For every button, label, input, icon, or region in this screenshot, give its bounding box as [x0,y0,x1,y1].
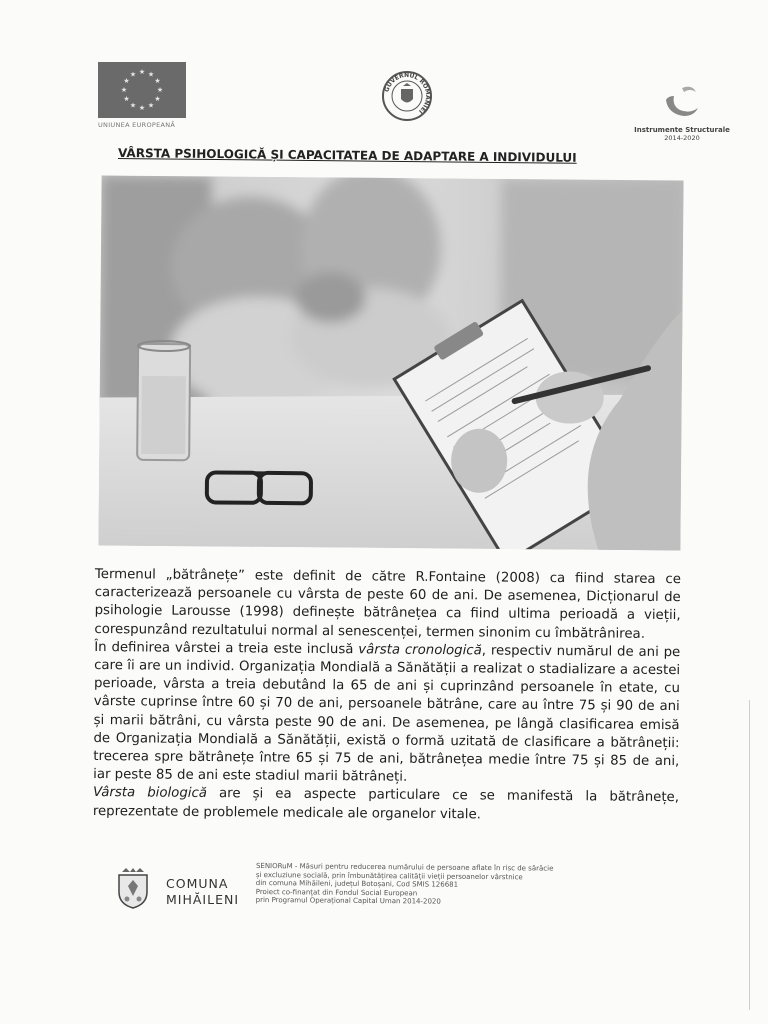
svg-text:★: ★ [138,104,146,112]
commune-line-2: MIHĂILENI [166,892,240,907]
paragraph-batranete: Termenul „bătrânețe” este definit de către R.Fontaine (2008) ca fiind starea ce caracterizează persoanele cu vârsta de peste 60 de ani. De asemenea, Dicționarul de psihologie Larousse (1998) definește bătrânețea ca fiind ultima perioadă a vieții, corespunzând rezultatului normal al senescenței, termen sinonim cu îmbătrânirea. [94,566,681,642]
eu-flag-icon [98,62,186,118]
svg-text:★: ★ [129,70,137,79]
svg-text:★: ★ [123,77,130,85]
svg-text:★: ★ [154,77,161,85]
p2-emphasis: vârsta cronologică [358,642,482,659]
p2-text-start: În definirea vârstei a treia este inclusă [94,639,359,658]
note-line: Proiect co-finanțat din Fondul Social European [255,887,418,898]
commune-crest-icon [116,866,150,910]
p3-emphasis: Vârsta biologică [92,785,208,802]
svg-text:★: ★ [147,101,155,110]
consultation-photo [98,175,683,550]
government-seal-icon [381,70,433,122]
note-line: SENIORuM - Măsuri pentru reducerea numărului de persoane aflate în risc de sărăcie [255,862,554,873]
svg-text:★: ★ [138,68,146,76]
svg-text:★: ★ [147,70,155,79]
svg-text:★: ★ [120,86,128,94]
page-edge-shadow [749,700,750,1010]
is-caption: Instrumente Structurale [634,126,730,134]
eu-caption: UNIUNEA EUROPEANĂ [98,121,176,129]
eu-logo [98,62,188,129]
note-line: și excluziune socială, prin îmbunătățirea calității vieții persoanelor vârstnice [255,870,523,881]
svg-text:★: ★ [129,101,137,110]
svg-text:★: ★ [156,86,164,94]
note-line: din comuna Mihăileni, județul Botoșani, Cod SMIS 126681 [255,879,459,889]
svg-text:★: ★ [123,95,130,103]
commune-line-1: COMUNA [166,876,229,891]
commune-name [166,876,239,908]
document-title: VÂRSTA PSIHOLOGICĂ ȘI CAPACITATEA DE ADAPTARE A INDIVIDULUI [117,146,577,165]
is-years: 2014-2020 [664,134,700,142]
paragraph-varsta-biologica [93,784,679,826]
seal-text: GUVERNUL ROMÂNIEI [383,71,432,115]
body-text [93,566,681,826]
p3-text: are și ea aspecte particulare ce se manifestă la bătrânețe, reprezentate de problemele medicale ale organelor vitale. [92,786,680,823]
svg-text:★: ★ [154,95,161,103]
instrumente-structurale-logo [632,78,732,142]
note-line: prin Programul Operațional Capital Uman 2014-2020 [255,896,441,906]
swoosh-logo-icon [662,78,702,126]
project-note [256,862,616,908]
paragraph-varsta-cronologica [93,639,680,790]
p2-text-end: , respectiv numărul de ani pe care îi are un individ. Organizația Mondială a Sănătății a realizat o stadializare a acestei perioade, vârsta a treia debutând la 65 de ani și cuprinzând persoanele în etate, cu vârste cuprinse între 60 și 70 de ani, persoanele bătrâne, care au între 75 și 90 de ani și marii bătrâni, cu vârsta peste 90 de ani. De asemenea, pe lângă clasificarea emisă de Organizația Mondială a Sănătății, există o formă uzitată de clasificare a bătrâneții: trecerea spre bătrânețe între 65 și 75 de ani, bătrânețea medie între 75 și 85 de ani, iar peste 85 de ani este stadiul marii bătrâneți. [93,643,681,785]
